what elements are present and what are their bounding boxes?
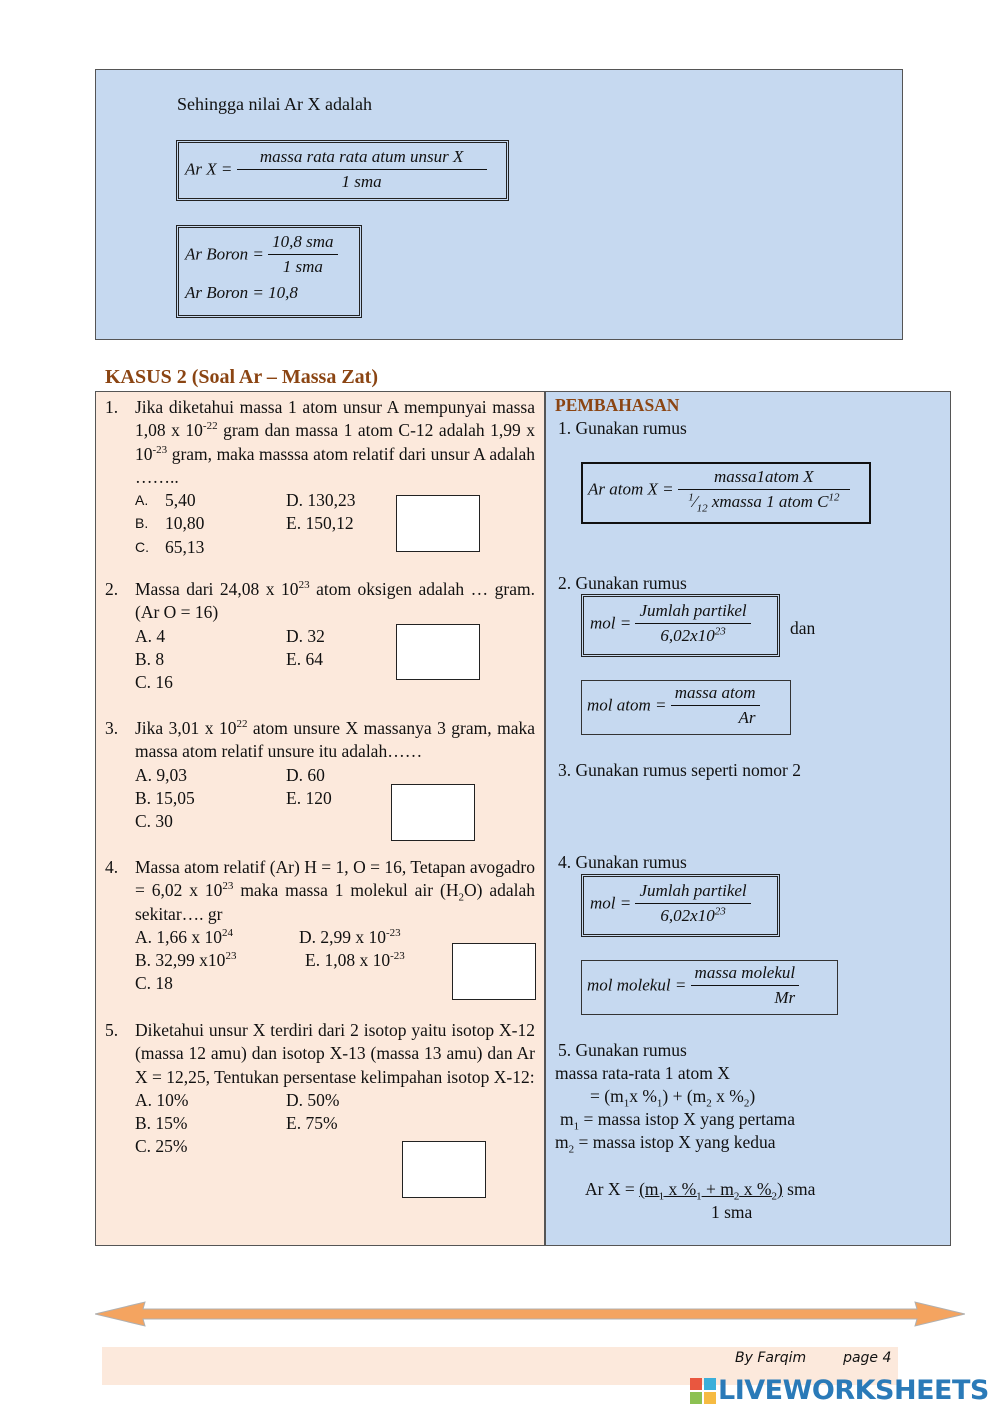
formula-numerator: Jumlah partikel	[635, 881, 750, 904]
answer-box-4[interactable]	[452, 943, 536, 1000]
option-a: 5,40	[165, 490, 196, 511]
formula-lhs: Ar atom X =	[588, 479, 674, 499]
option-a: A. 4	[135, 625, 166, 646]
formula-denominator: Ar	[738, 708, 756, 727]
formula-numerator: 10,8 sma	[268, 232, 337, 255]
option-b: B. 32,99 $x10^{23}$	[135, 950, 237, 971]
conclusion-intro: Sehingga nilai Ar X adalah	[177, 94, 372, 114]
option-d: D. 32	[286, 625, 325, 646]
option-d: D. 2,99 x $10^{-23}$	[299, 926, 401, 947]
formula-lhs: mol =	[590, 893, 632, 913]
mol-particle-formula	[581, 594, 780, 657]
option-e: E. 1,08 x $10^{-23}$	[305, 950, 405, 971]
question-number: 3.	[105, 718, 119, 738]
answer-box-2[interactable]	[396, 624, 480, 680]
formula-numerator: massa atom	[671, 683, 760, 706]
question-text: Massa atom relatif (Ar) H = 1, O = 16, Tetapan avogadro = 6,02 x $10^{23}$ maka massa 1 molekul air $(H_2O)$ adalah sekitar…. gr	[135, 857, 535, 924]
formula-lhs: mol atom =	[587, 695, 667, 715]
liveworksheets-logo[interactable]: LIVEWORKSHEETS	[718, 1375, 989, 1406]
step-4-label: 4. Gunakan rumus	[558, 852, 687, 872]
step-1-label: 1. Gunakan rumus	[558, 418, 687, 438]
question-number: 1.	[105, 397, 119, 417]
option-e: E. 120	[286, 787, 332, 808]
answer-box-1[interactable]	[396, 495, 480, 552]
formula-denominator: $^1⁄_{12}$ xmassa 1 atom $C^{12}$	[688, 491, 840, 515]
option-c: C. 18	[135, 973, 173, 994]
question-text: Diketahui unsur X terdiri dari 2 isotop yaitu isotop X-12 (massa 12 amu) dan isotop X-13 (massa 13 amu) dan Ar X = 12,25, Tentukan persentase kelimpahan isotop X-12:	[135, 1020, 535, 1087]
dan-label: dan	[790, 618, 816, 638]
option-c-label: C.	[135, 538, 149, 555]
formula-result: Ar Boron = 10,8	[185, 283, 298, 302]
formula-denominator: 1 sma	[282, 257, 323, 276]
option-c: C. 16	[135, 672, 173, 693]
formula-denominator: 1 sma	[341, 172, 382, 191]
option-c: C. 30	[135, 811, 173, 832]
option-e: E. 150,12	[286, 513, 354, 534]
question-5	[105, 1019, 535, 1159]
double-arrow-shape	[95, 1302, 965, 1326]
step-5-line-4: $m_2$ = massa istop X yang kedua	[555, 1132, 776, 1156]
footer-page: page 4	[843, 1350, 892, 1366]
formula-lhs: Ar X =	[185, 159, 233, 179]
formula-lhs: mol =	[590, 613, 632, 633]
liveworksheets-logo-icon	[690, 1378, 716, 1404]
answer-box-5[interactable]	[402, 1141, 486, 1198]
step-5-line-5: Ar $X = (m_1$ x $\%_1 + m_2$ x $\%_2$) sma	[585, 1179, 816, 1203]
option-d: D. 60	[286, 764, 325, 785]
step-5-line-2: = ($m_1x$ $\%_1) + (m_2$ x $\%_2$)	[590, 1086, 756, 1110]
formula-denominator: Mr	[774, 988, 796, 1007]
option-e: E. 75%	[286, 1113, 338, 1134]
option-e: E. 64	[286, 648, 323, 669]
option-a: A. 9,03	[135, 764, 188, 785]
formula-numerator: massa molekul	[691, 963, 800, 986]
step-2-label: 2. Gunakan rumus	[558, 573, 687, 593]
pembahasan-title: PEMBAHASAN	[555, 395, 680, 415]
question-text: Jika 3,01 x $10^{22}$ atom unsure X massanya 3 gram, maka massa atom relatif unsure itu adalah……	[135, 718, 535, 762]
formula-numerator: massa rata rata atum unsur X	[237, 147, 487, 170]
option-c: 65,13	[165, 536, 205, 557]
formula-denominator: $6,02x10^{23}$	[660, 625, 726, 645]
option-b: 10,80	[165, 513, 205, 534]
ar-x-formula	[176, 140, 509, 201]
step-3-label: 3. Gunakan rumus seperti nomor 2	[558, 760, 802, 780]
formula-lhs: mol molekul =	[587, 975, 687, 995]
formula-numerator: Jumlah partikel	[635, 601, 750, 624]
step-5-line-6: 1 sma	[711, 1202, 753, 1222]
question-text: Jika diketahui massa 1 atom unsur A mempunyai massa 1,08 x $10^{-22}$ gram dan massa 1 atom C-12 adalah 1,99 x $10^{-23}$ gram, maka masssa atom relatif dari unsur A adalah ……..	[135, 397, 535, 487]
double-arrow-divider	[95, 1296, 965, 1332]
step-5-line-3: $m_1$ = massa istop X yang pertama	[560, 1109, 796, 1133]
option-b: B. 15,05	[135, 787, 195, 808]
option-b-label: B.	[135, 515, 149, 532]
case-title: KASUS 2 (Soal Ar – Massa Zat)	[105, 366, 378, 388]
question-number: 5.	[105, 1020, 119, 1040]
mol-molekul-formula	[581, 960, 838, 1015]
question-options	[135, 764, 535, 834]
mol-particle-formula-2	[581, 874, 780, 937]
option-b: B. 8	[135, 648, 165, 669]
option-d: D. 50%	[286, 1089, 340, 1110]
answer-box-3[interactable]	[391, 784, 475, 841]
footer-author: By Farqim	[735, 1350, 807, 1366]
question-text: Massa dari 24,08 x $10^{23}$ atom oksigen adalah … gram. (Ar O = 16)	[135, 579, 535, 623]
formula-numerator: massa1atom X	[678, 467, 850, 490]
step-5-label: 5. Gunakan rumus	[558, 1040, 687, 1060]
option-d: D. 130,23	[286, 490, 356, 511]
question-number: 4.	[105, 857, 119, 877]
option-b: B. 15%	[135, 1113, 188, 1134]
footer-author-page	[735, 1350, 891, 1366]
option-a: A. 1,66 x $10^{24}$	[135, 926, 234, 947]
option-a: A. 10%	[135, 1089, 189, 1110]
option-a-label: A.	[135, 492, 149, 509]
mol-atom-formula	[581, 680, 791, 735]
formula-denominator: $6,02x10^{23}$	[660, 905, 726, 925]
option-c: C. 25%	[135, 1136, 188, 1157]
ar-boron-formula	[176, 225, 362, 318]
step-5-line-1: massa rata-rata 1 atom X	[555, 1063, 730, 1083]
ar-atom-formula	[581, 462, 871, 524]
formula-lhs: Ar Boron =	[185, 244, 264, 264]
question-number: 2.	[105, 579, 119, 599]
